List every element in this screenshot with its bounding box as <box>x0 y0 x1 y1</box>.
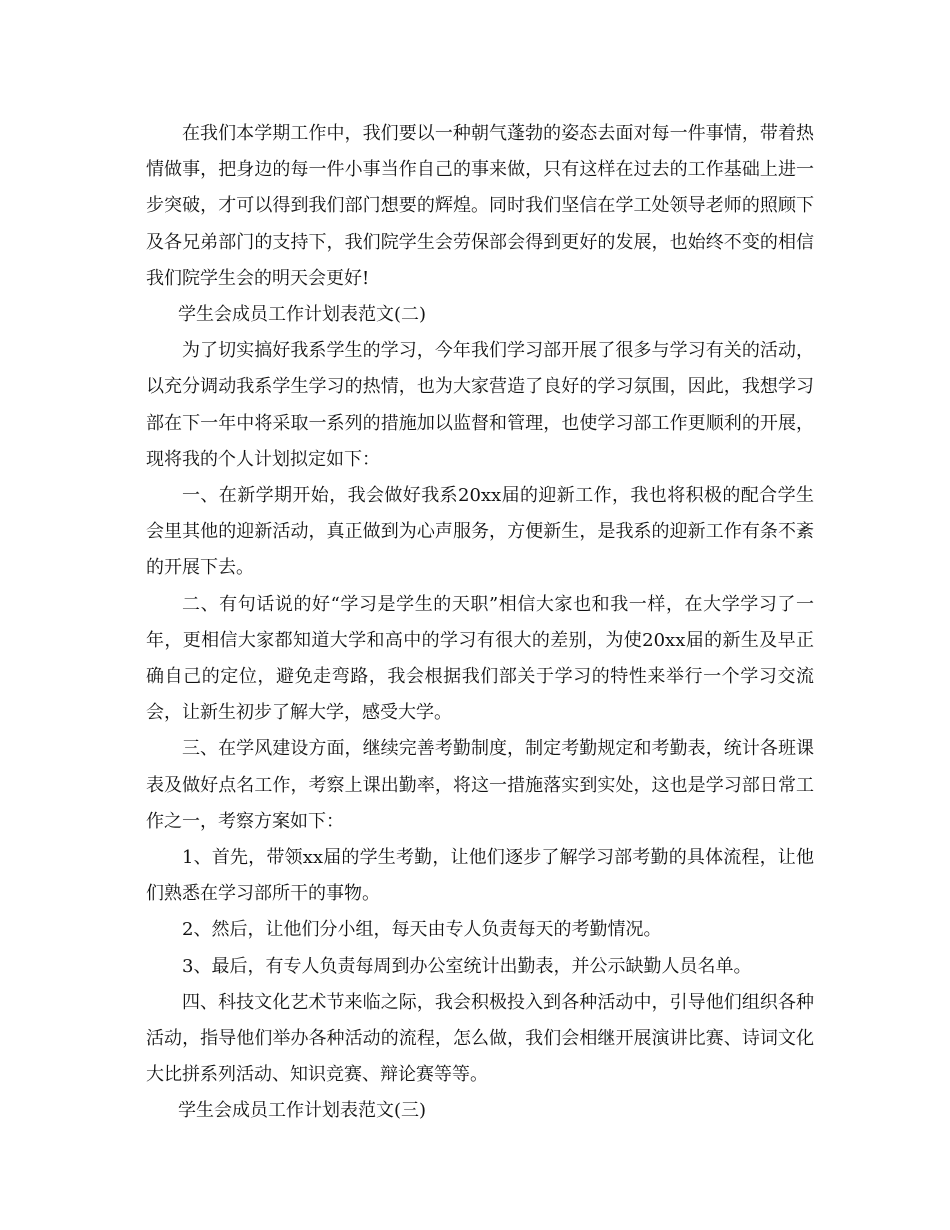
document-body <box>146 116 814 1130</box>
paragraph-item-4: 四、科技文化艺术节来临之际，我会积极投入到各种活动中，引导他们组织各种活动，指导他们举办各种活动的流程，怎么做，我们会相继开展演讲比赛、诗词文化大比拼系列活动、知识竞赛、辩论赛等等。 <box>146 991 814 1086</box>
paragraph-step-3: 3、最后，有专人负责每周到办公室统计出勤表，并公示缺勤人员名单。 <box>182 955 752 977</box>
section-heading-2: 学生会成员工作计划表范文(二) <box>178 304 427 326</box>
paragraph-step-1: 1、首先，带领xx届的学生考勤，让他们逐步了解学习部考勤的具体流程，让他们熟悉在学习部所干的事物。 <box>146 847 814 905</box>
paragraph-step-2: 2、然后，让他们分小组，每天由专人负责每天的考勤情况。 <box>182 919 662 941</box>
paragraph-closing: 在我们本学期工作中，我们要以一种朝气蓬勃的姿态去面对每一件事情，带着热情做事，把身边的每一件小事当作自己的事来做，只有这样在过去的工作基础上进一步突破，才可以得到我们部门想要的辉煌。同时我们坚信在学工处领导老师的照顾下及各兄弟部门的支持下，我们院学生会劳保部会得到更好的发展，也始终不变的相信我们院学生会的明天会更好! <box>146 123 814 289</box>
section-heading-3: 学生会成员工作计划表范文(三) <box>178 1100 427 1122</box>
paragraph-item-3: 三、在学风建设方面，继续完善考勤制度，制定考勤规定和考勤表，统计各班课表及做好点名工作，考察上课出勤率，将这一措施落实到实处，这也是学习部日常工作之一，考察方案如下： <box>146 738 814 832</box>
paragraph-item-1: 一、在新学期开始，我会做好我系20xx届的迎新工作，我也将积极的配合学生会里其他的迎新活动，真正做到为心声服务，方便新生，是我系的迎新工作有条不紊的开展下去。 <box>146 485 814 579</box>
paragraph-intro: 为了切实搞好我系学生的学习，今年我们学习部开展了很多与学习有关的活动，以充分调动我系学生学习的热情，也为大家营造了良好的学习氛围，因此，我想学习部在下一年中将采取一系列的措施加以监督和管理，也使学习部工作更顺利的开展，现将我的个人计划拟定如下： <box>146 340 814 470</box>
paragraph-item-2: 二、有句话说的好“学习是学生的天职”相信大家也和我一样，在大学学习了一年，更相信大家都知道大学和高中的学习有很大的差别，为使20xx届的新生及早正确自己的定位，避免走弯路，我会根据我们部关于学习的特性来举行一个学习交流会，让新生初步了解大学，感受大学。 <box>146 593 814 724</box>
